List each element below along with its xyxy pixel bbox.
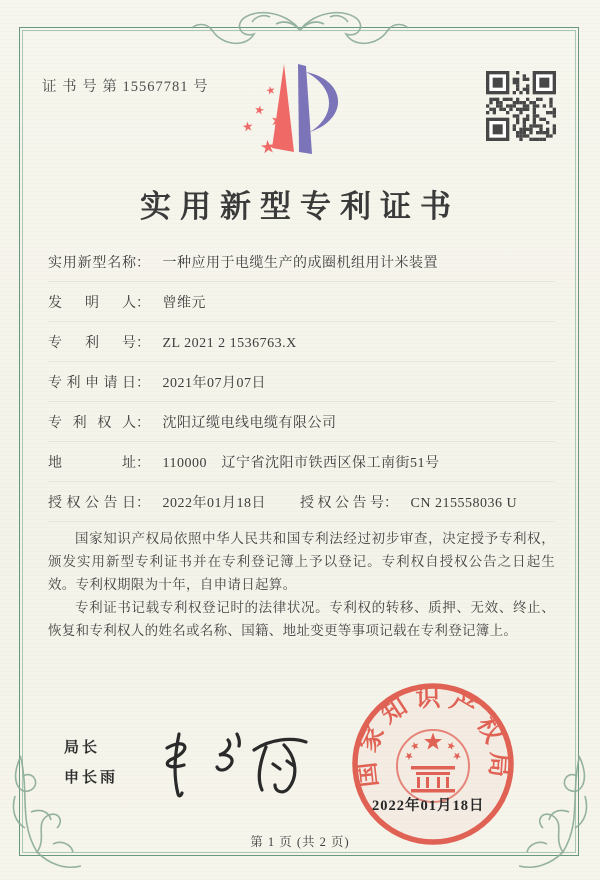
seal-ring-text: 国家知识产权局 [352,684,513,789]
field-colon: ： [136,416,150,431]
field-value: CN 215558036 U [410,496,518,511]
field-label: 授权公告号 [300,496,384,511]
field-value: 一种应用于电缆生产的成圈机组用计米装置 [162,256,438,271]
field-row-address [48,452,555,482]
field-colon: ： [136,456,150,471]
qr-code [486,71,556,141]
field-label: 发明人 [48,296,136,311]
field-label: 授权公告日 [48,496,136,511]
field-value: 2021年07月07日 [162,376,266,391]
field-value: 2022年01月18日 [162,496,266,511]
field-colon: ： [384,496,398,511]
field-label: 专利申请日 [48,376,136,391]
legal-paragraph-2: 专利证书记载专利权登记时的法律状况。专利权的转移、质押、无效、终止、恢复和专利权人的姓名或名称、国籍、地址变更等事项记载在专利登记簿上。 [48,600,555,638]
field-colon: ： [136,336,150,351]
legal-paragraph-1: 国家知识产权局依照中华人民共和国专利法经过初步审查，决定授予专利权，颁发实用新型专利证书并在专利登记簿上予以登记。专利权自授权公告之日起生效。专利权期限为十年，自申请日起算。 [48,531,555,592]
field-row-patentee [48,412,555,442]
field-row-name [48,252,555,282]
fields-section [48,252,555,532]
top-flourish-ornament [192,4,408,50]
field-value: ZL 2021 2 1536763.X [162,336,297,351]
field-row-filing-date [48,372,555,402]
logo-star-icon: ★ [258,136,278,158]
field-colon: ： [136,296,150,311]
logo-star-icon: ★ [241,118,255,135]
field-value: 沈阳辽缆电线电缆有限公司 [162,416,337,431]
cnipa-seal-icon [347,678,519,850]
logo-star-icon: ★ [252,102,266,118]
field-colon: ： [136,376,150,391]
legal-text [48,527,555,642]
grant-number-pair [300,492,517,516]
field-label: 专利号 [48,336,136,351]
certificate-title: 实用新型专利证书 [140,189,460,224]
director-role: 局长 [64,740,101,756]
field-row-inventor [48,292,555,322]
logo-star-icon: ★ [264,84,277,98]
field-value: 曾维元 [162,296,206,311]
logo-star-icon: ★ [268,111,287,132]
field-row-grant [48,492,555,522]
field-value: 110000 辽宁省沈阳市铁西区保工南街51号 [162,456,440,471]
field-label: 实用新型名称 [48,256,136,271]
field-row-patent-no [48,332,555,362]
corner-flourish-bottom-right [515,752,599,876]
page-number: 第 1 页 (共 2 页) [250,835,350,849]
field-colon: ： [136,256,150,271]
field-label: 地址 [48,456,136,471]
cnipa-logo-icon [236,56,368,168]
seal-grant-date: 2022年01月18日 [372,798,485,814]
field-label: 专利权人 [48,416,136,431]
certificate-number: 证 书 号 第 15567781 号 [42,79,209,95]
director-name: 申长雨 [64,770,119,786]
field-colon: ： [136,496,150,511]
director-signature-icon [146,724,314,802]
